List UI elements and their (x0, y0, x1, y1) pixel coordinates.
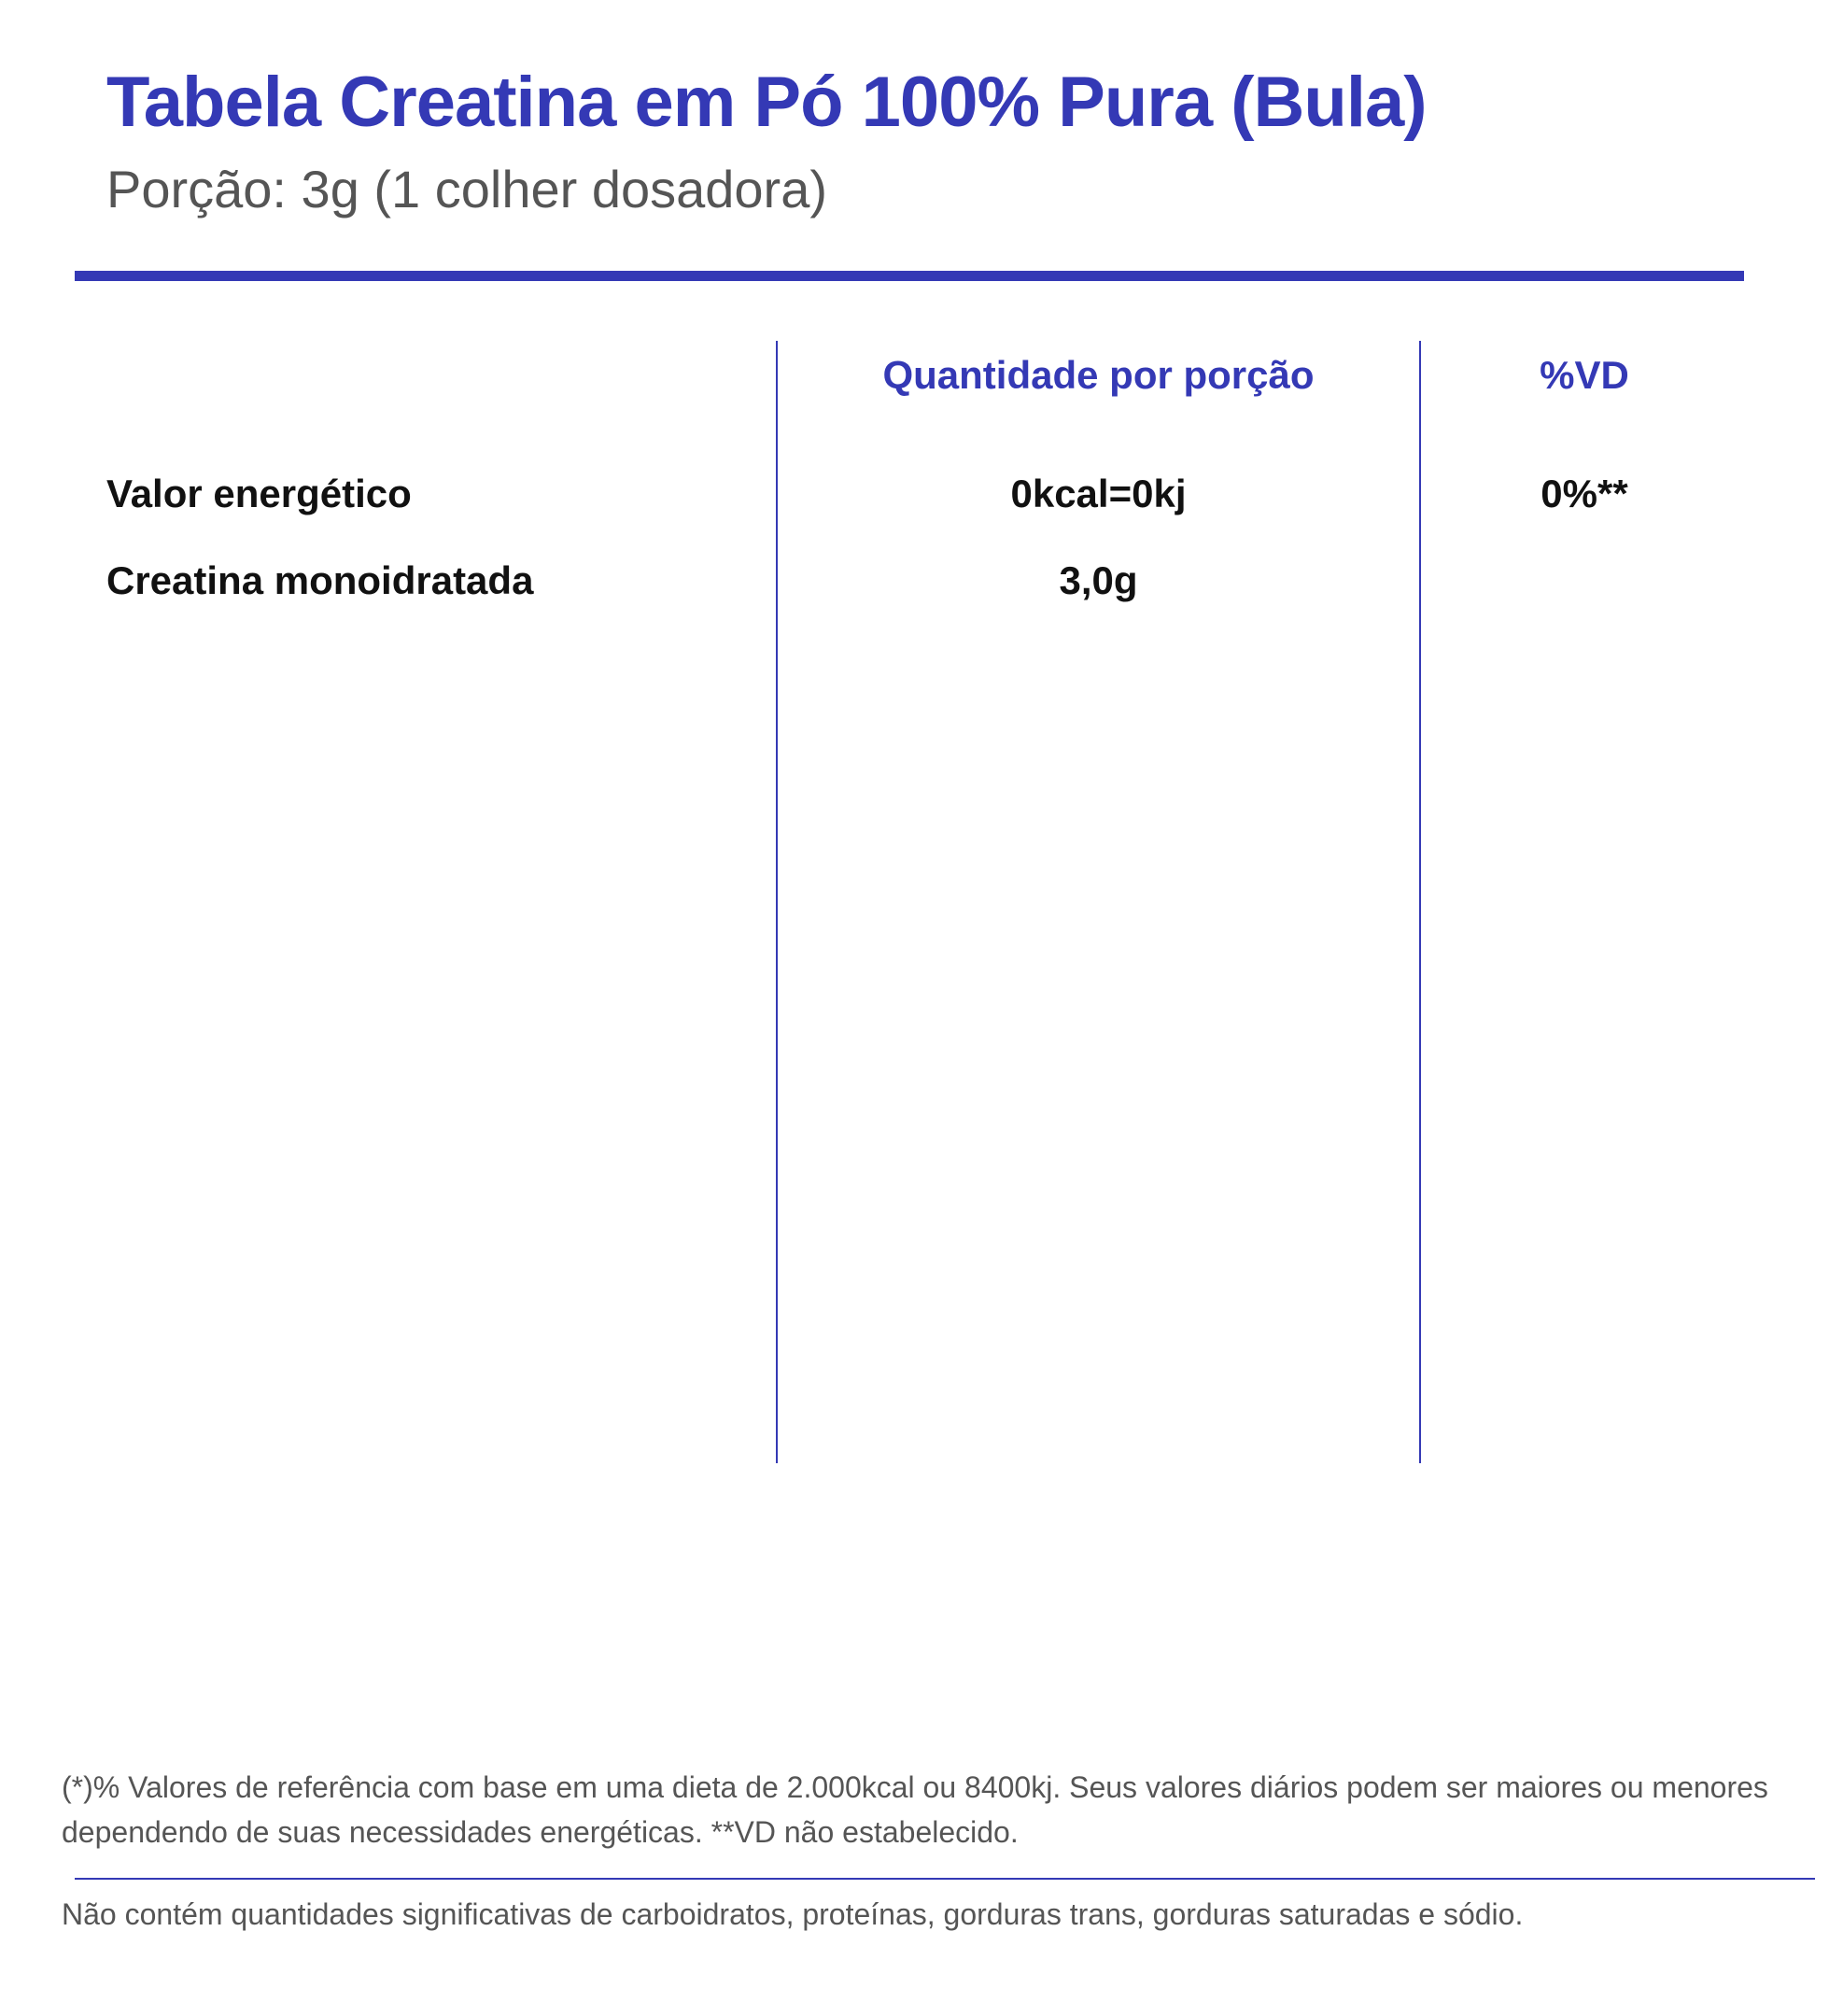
row-label: Valor energético (106, 472, 412, 515)
page-title: Tabela Creatina em Pó 100% Pura (Bula) (106, 63, 1427, 142)
row-vd: 0%** (1541, 472, 1628, 515)
row-quantity: 0kcal=0kj (1010, 472, 1187, 515)
column-header-quantity: Quantidade por porção (882, 353, 1315, 397)
column-header-vd: %VD (1540, 353, 1629, 397)
footer-divider (75, 1878, 1815, 1880)
row-label: Creatina monoidratada (106, 558, 534, 602)
nutrient-disclaimer: Não contém quantidades significativas de carboidratos, proteínas, gorduras trans, gorduras saturadas e sódio. (62, 1897, 1524, 1931)
reference-footnote: (*)% Valores de referência com base em uma dieta de 2.000kcal ou 8400kj. Seus valores diários podem ser maiores ou menores dependendo de suas necessidades energéticas. **VD não estabelecido. (62, 1770, 1768, 1849)
header-divider (75, 271, 1744, 281)
table-row (0, 558, 1829, 614)
serving-size: Porção: 3g (1 colher dosadora) (106, 160, 827, 219)
row-quantity: 3,0g (1059, 558, 1138, 602)
table-row (0, 472, 1829, 528)
